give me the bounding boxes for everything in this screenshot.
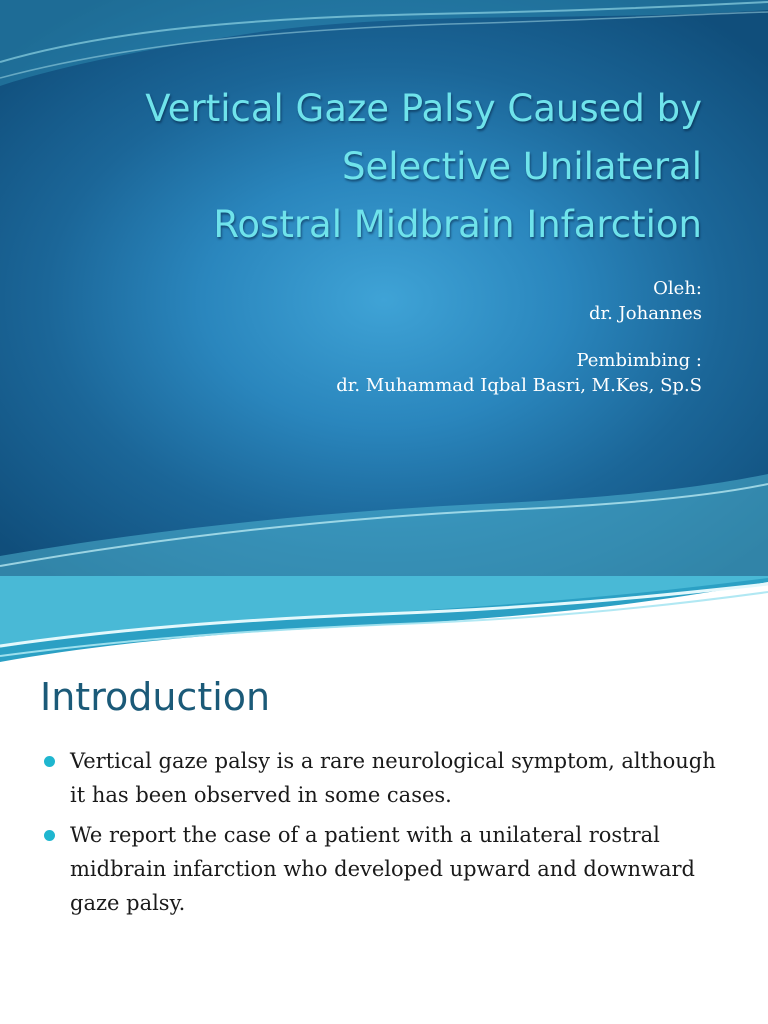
advisor-label: Pembimbing : [576, 350, 702, 371]
list-item [40, 744, 730, 812]
title-line: Selective Unilateral [341, 145, 702, 188]
presentation-title [40, 80, 702, 254]
spacer [40, 326, 702, 348]
author-label: Oleh: [653, 278, 702, 299]
slide-wave-decoration [0, 576, 768, 666]
bullet-icon [44, 756, 55, 767]
bullet-icon [44, 830, 55, 841]
content-slide [0, 576, 768, 1024]
bullet-list [40, 744, 730, 926]
list-item [40, 818, 730, 920]
slide-heading: Introduction [40, 675, 271, 719]
advisor-name: dr. Muhammad Iqbal Basri, M.Kes, Sp.S [336, 375, 702, 396]
title-line: Vertical Gaze Palsy Caused by [145, 87, 702, 130]
presenter-info [40, 276, 702, 398]
bullet-text: We report the case of a patient with a unilateral rostral midbrain infarction who developed upward and downward gaze palsy. [70, 823, 695, 915]
author-name: dr. Johannes [588, 303, 702, 324]
bullet-text: Vertical gaze palsy is a rare neurological symptom, although it has been observed in some cases. [70, 749, 716, 807]
title-line: Rostral Midbrain Infarction [213, 203, 702, 246]
